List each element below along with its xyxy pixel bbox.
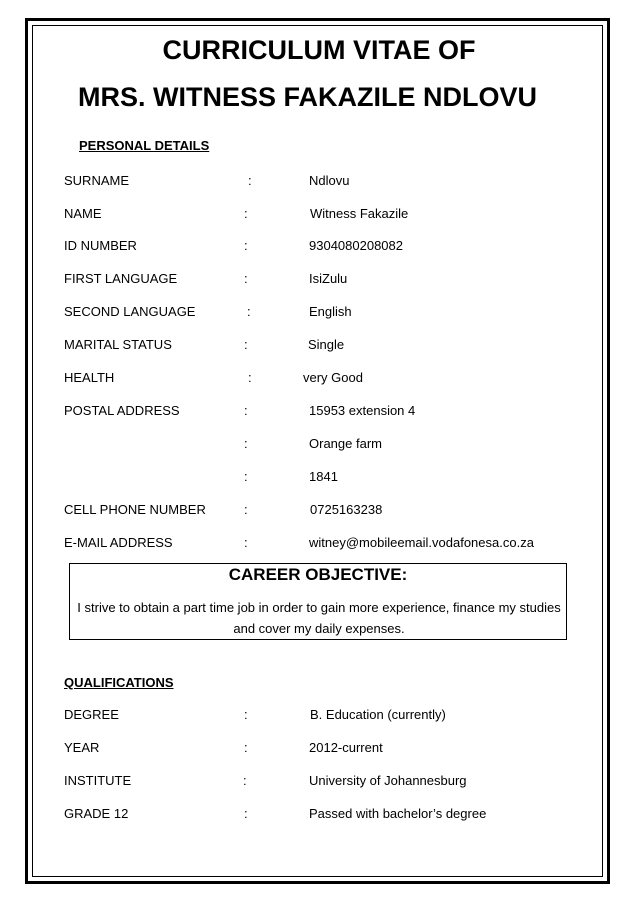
row-separator: : (244, 238, 248, 253)
row-value: Witness Fakazile (310, 206, 409, 221)
row-label: FIRST LANGUAGE (64, 271, 178, 286)
row-separator: : (244, 806, 248, 821)
career-objective-line1: I strive to obtain a part time job in order to gain more experience, finance my studies (77, 600, 561, 615)
qualification-row-year (0, 740, 638, 756)
detail-row-cell-phone (0, 502, 638, 518)
row-separator: : (248, 370, 252, 385)
row-separator: : (244, 707, 248, 722)
row-value: Passed with bachelor’s degree (309, 806, 487, 821)
row-value: University of Johannesburg (309, 773, 467, 788)
row-label: POSTAL ADDRESS (64, 403, 180, 418)
career-objective-text (62, 597, 576, 639)
row-label: GRADE 12 (64, 806, 129, 821)
row-label: MARITAL STATUS (64, 337, 172, 352)
detail-row-second-language (0, 304, 638, 320)
row-separator: : (244, 403, 248, 418)
cv-title-line1: CURRICULUM VITAE OF (162, 35, 476, 65)
detail-row-marital-status (0, 337, 638, 353)
row-value: very Good (303, 370, 363, 385)
detail-row-health (0, 370, 638, 386)
row-label: INSTITUTE (64, 773, 132, 788)
row-value: Orange farm (309, 436, 382, 451)
qualification-row-degree (0, 707, 638, 723)
qualification-row-grade-12 (0, 806, 638, 822)
row-separator: : (244, 206, 248, 221)
detail-row-surname (0, 173, 638, 189)
qualifications-heading: QUALIFICATIONS (64, 675, 174, 690)
row-separator: : (248, 173, 252, 188)
qualification-row-institute (0, 773, 638, 789)
row-label: NAME (64, 206, 102, 221)
row-value: English (309, 304, 352, 319)
row-value: Ndlovu (309, 173, 350, 188)
row-separator: : (244, 502, 248, 517)
row-value: 9304080208082 (309, 238, 403, 253)
row-separator: : (244, 535, 248, 550)
row-value: 0725163238 (310, 502, 383, 517)
row-separator: : (244, 271, 248, 286)
career-objective-line2: and cover my daily expenses. (233, 621, 405, 636)
personal-details-heading: PERSONAL DETAILS (79, 138, 210, 153)
row-value: witney@mobileemail.vodafonesa.co.za (309, 535, 534, 550)
row-separator: : (243, 773, 247, 788)
row-label: E-MAIL ADDRESS (64, 535, 173, 550)
detail-row-email (0, 535, 638, 551)
detail-row-first-language (0, 271, 638, 287)
row-value: B. Education (currently) (310, 707, 446, 722)
detail-row-postal-address-2 (0, 436, 638, 452)
row-label: ID NUMBER (64, 238, 137, 253)
row-value: Single (308, 337, 345, 352)
cv-title-line2: MRS. WITNESS FAKAZILE NDLOVU (78, 82, 537, 112)
row-value: 2012-current (309, 740, 383, 755)
career-objective-heading: CAREER OBJECTIVE: (228, 565, 408, 584)
row-separator: : (244, 436, 248, 451)
row-value: 15953 extension 4 (309, 403, 416, 418)
row-value: IsiZulu (309, 271, 348, 286)
detail-row-id-number (0, 238, 638, 254)
row-label: CELL PHONE NUMBER (64, 502, 206, 517)
row-value: 1841 (309, 469, 338, 484)
row-separator: : (247, 304, 251, 319)
row-label: HEALTH (64, 370, 115, 385)
row-separator: : (244, 337, 248, 352)
row-label: DEGREE (64, 707, 119, 722)
row-label: SECOND LANGUAGE (64, 304, 196, 319)
detail-row-postal-address-3 (0, 469, 638, 485)
detail-row-postal-address (0, 403, 638, 419)
row-separator: : (244, 740, 248, 755)
row-label: YEAR (64, 740, 100, 755)
detail-row-name (0, 206, 638, 222)
row-separator: : (244, 469, 248, 484)
row-label: SURNAME (64, 173, 130, 188)
